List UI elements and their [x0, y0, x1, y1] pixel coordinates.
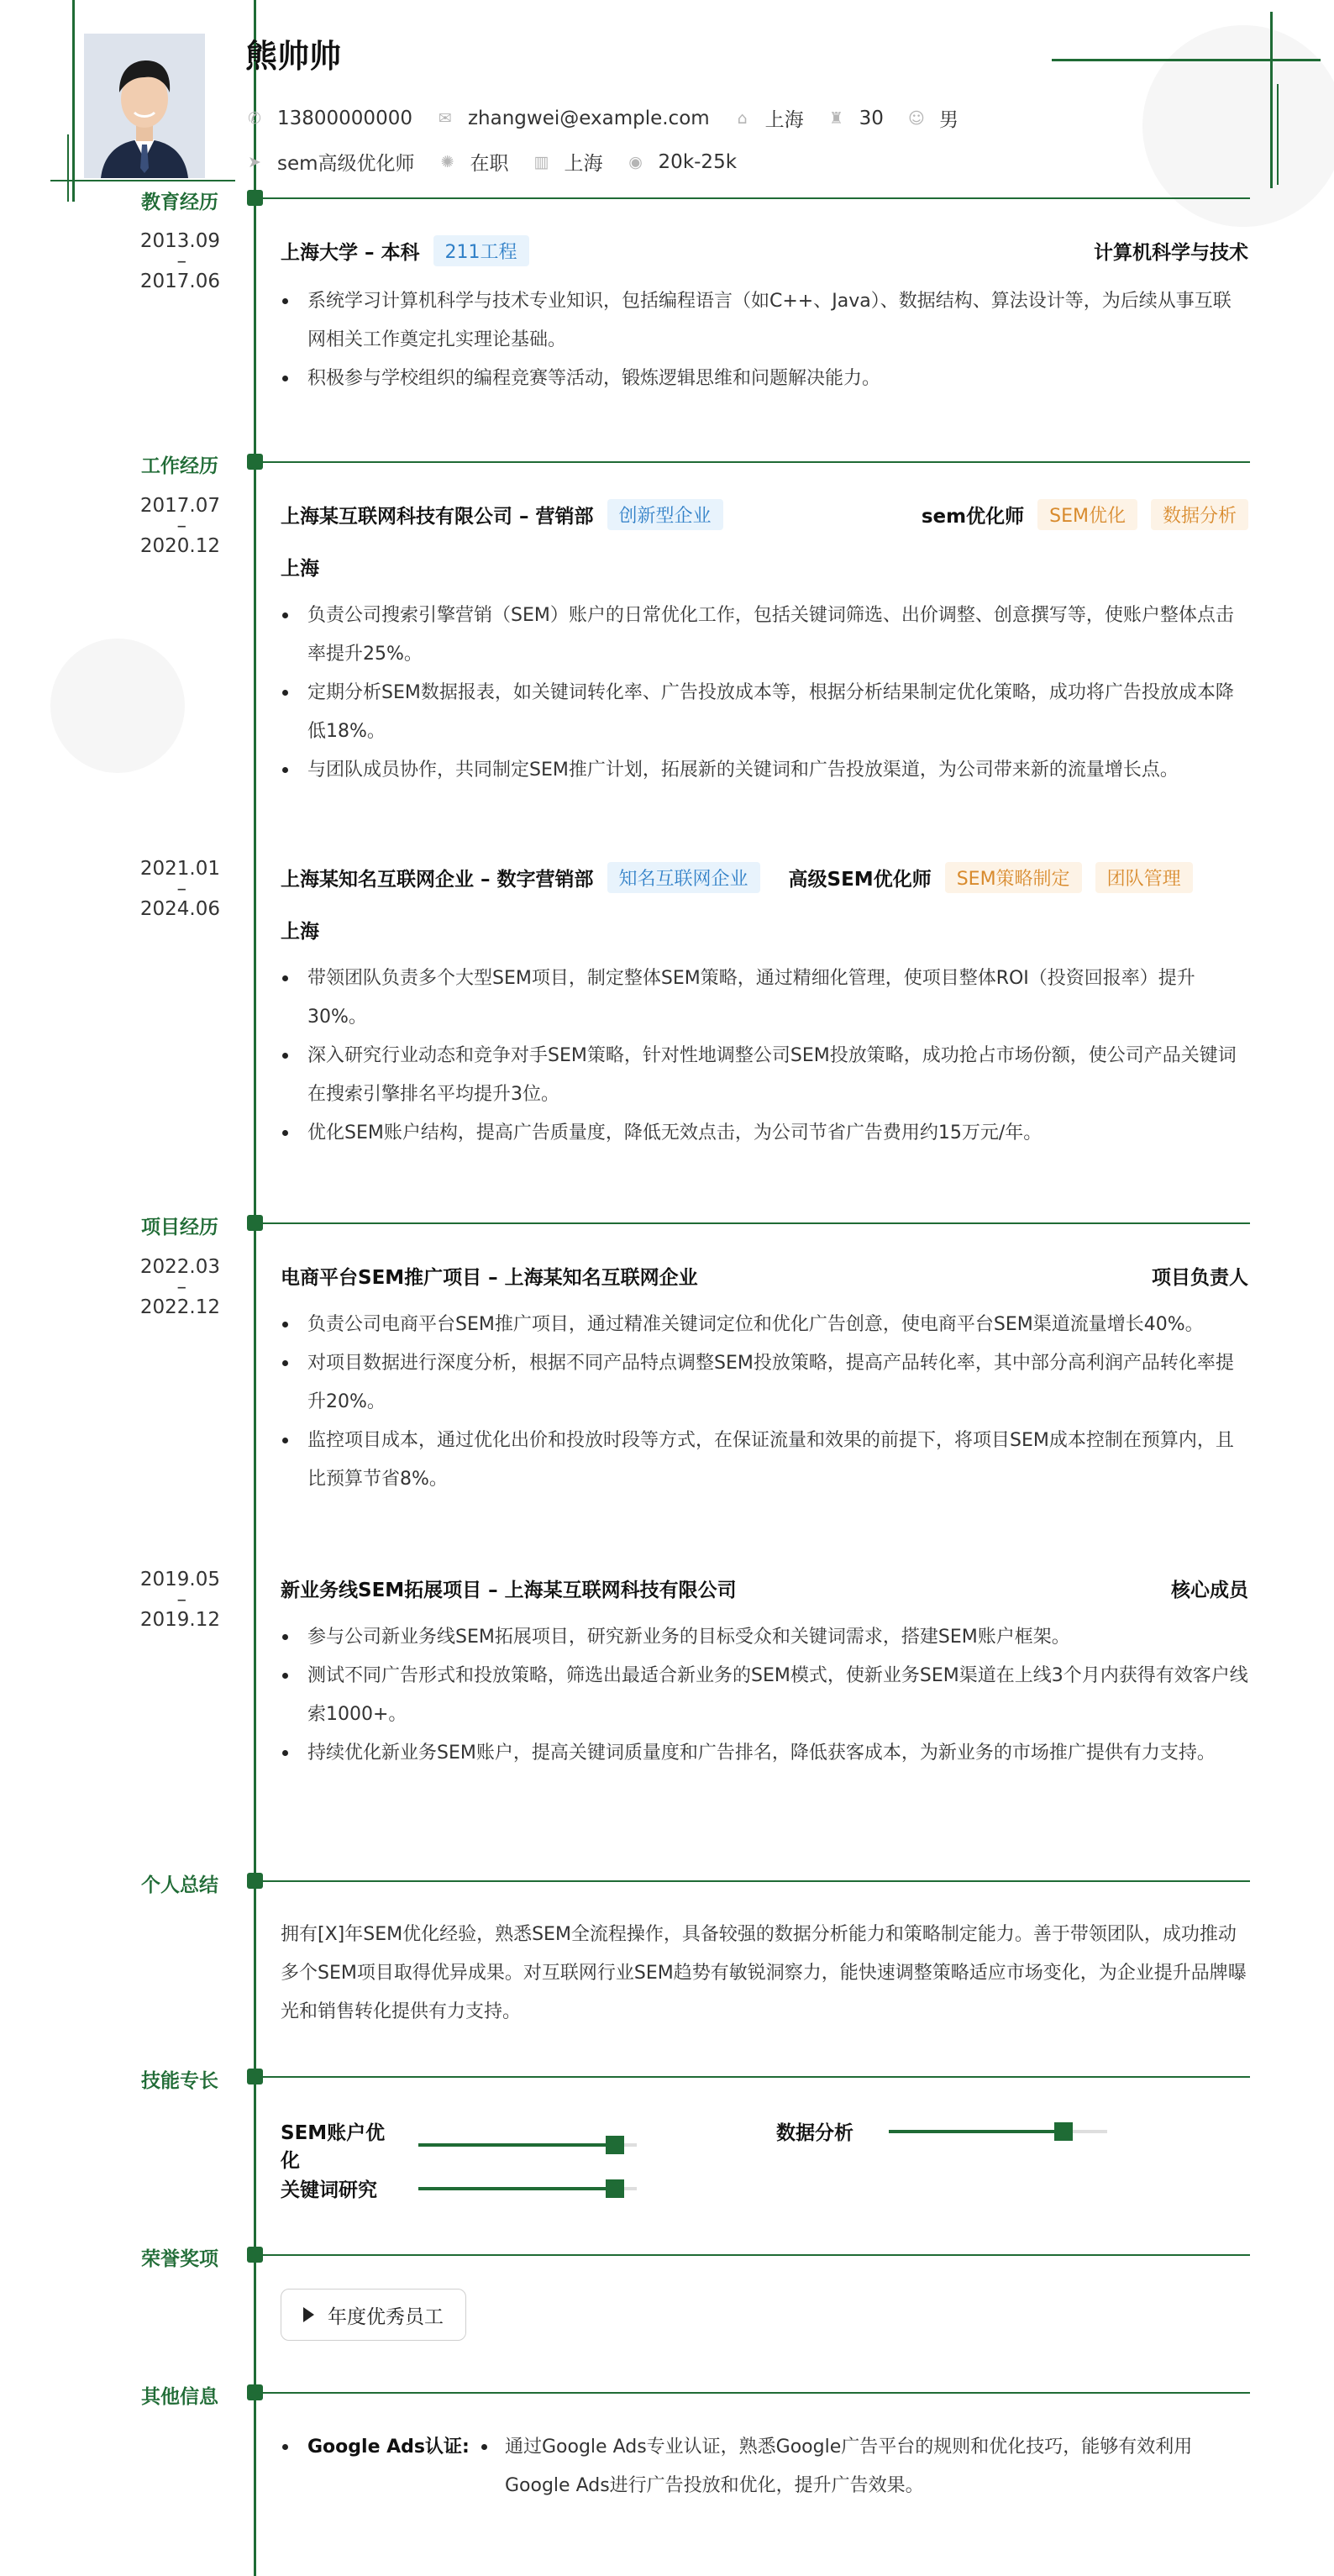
job-title-text: sem高级优化师: [277, 153, 415, 175]
date-end: 2017.06: [139, 271, 220, 292]
date-end: 2020.12: [139, 535, 220, 557]
project-header-1: [281, 1262, 1248, 1290]
date-separator: –: [176, 515, 186, 537]
list-item: 定期分析SEM数据报表，如关键词转化率、广告投放成本等，根据分析结果制定优化策略，成功将广告投放成本降低18%。: [281, 674, 1248, 751]
role-tag: 团队管理: [1095, 862, 1193, 893]
work-dates-2: [109, 859, 220, 919]
school-tag: 211工程: [433, 235, 529, 266]
section-divider: [255, 1222, 1250, 1224]
skill-bar: [418, 2187, 637, 2190]
section-title-awards: 荣誉奖项: [141, 2248, 218, 2270]
list-item: 对项目数据进行深度分析，根据不同产品特点调整SEM投放策略，提高产品转化率，其中部分高利润产品转化率提升20%。: [281, 1344, 1248, 1422]
education-bullets: [281, 282, 1248, 398]
project-dates-1: [109, 1257, 220, 1317]
building-icon: ▥: [533, 152, 549, 171]
list-item: 带领团队负责多个大型SEM项目，制定整体SEM策略，通过精细化管理，使项目整体ROI（投资回报率）提升30%。: [281, 959, 1248, 1037]
phone-text: 13800000000: [277, 107, 412, 129]
target-city-text: 上海: [564, 153, 603, 175]
project-dates-2: [109, 1569, 220, 1630]
skill-bar: [889, 2130, 1107, 2133]
date-separator: –: [176, 1276, 186, 1298]
section-divider: [255, 1880, 1250, 1882]
gender-item: [907, 104, 958, 132]
status-icon: ✺: [440, 152, 454, 171]
date-start: 2013.09: [139, 230, 220, 252]
date-end: 2024.06: [139, 898, 220, 920]
work-bullets-1: [281, 597, 1248, 790]
role-title: sem优化师: [921, 506, 1025, 528]
date-separator: –: [176, 878, 186, 900]
deco-line: [1277, 84, 1279, 185]
skill-name: SEM账户优化: [281, 2122, 386, 2172]
award-chip[interactable]: [281, 2289, 466, 2341]
skill-item: [281, 2117, 637, 2173]
send-icon: ➤: [248, 152, 261, 171]
age-item: [827, 108, 884, 129]
section-title-other: 其他信息: [141, 2386, 218, 2408]
project-header-2: [281, 1575, 1248, 1602]
list-item: 积极参与学校组织的编程竞赛等活动，锻炼逻辑思维和问题解决能力。: [281, 360, 1248, 398]
list-item: 负责公司搜索引擎营销（SEM）账户的日常优化工作，包括关键词筛选、出价调整、创意撰写等，使账户整体点击率提升25%。: [281, 597, 1248, 674]
skill-bar-knob: [606, 2136, 624, 2154]
project-title: 电商平台SEM推广项目 – 上海某知名互联网企业: [281, 1267, 698, 1289]
major: 计算机科学与技术: [1094, 242, 1248, 264]
project-bullets-1: [281, 1306, 1248, 1499]
mail-icon: ✉: [439, 108, 452, 128]
salary-item: [627, 151, 737, 173]
role-title: 高级SEM优化师: [788, 869, 932, 891]
company-name: 上海某知名互联网企业 – 数字营销部: [281, 869, 594, 891]
date-end: 2019.12: [139, 1609, 220, 1631]
date-separator: –: [176, 250, 186, 272]
list-item: 与团队成员协作，共同制定SEM推广计划，拓展新的关键词和广告投放渠道，为公司带来新的流量增长点。: [281, 751, 1248, 790]
deco-line: [50, 180, 235, 181]
work-bullets-2: [281, 959, 1248, 1153]
date-start: 2019.05: [139, 1569, 220, 1590]
project-role: 项目负责人: [1152, 1267, 1248, 1289]
summary-text: 拥有[X]年SEM优化经验，熟悉SEM全流程操作，具备较强的数据分析能力和策略制定能力。善于带领团队，成功推动多个SEM项目取得优异成果。对互联网行业SEM趋势有敏锐洞察力，能快速调整策略适应市场变化，为企业提升品牌曝光和销售转化提供有力支持。: [281, 1924, 1247, 2022]
list-item: 持续优化新业务SEM账户，提高关键词质量度和广告排名，降低获客成本，为新业务的市场推广提供有力支持。: [281, 1734, 1248, 1773]
money-icon: ◉: [628, 152, 643, 171]
list-item: 优化SEM账户结构，提高广告质量度，降低无效点击，为公司节省广告费用约15万元/年。: [281, 1114, 1248, 1153]
education-header: [281, 235, 1248, 266]
list-item: 系统学习计算机科学与技术专业知识，包括编程语言（如C++、Java）、数据结构、算法设计等，为后续从事互联网相关工作奠定扎实理论基础。: [281, 282, 1248, 360]
deco-line: [1270, 12, 1273, 188]
other-value: 通过Google Ads专业认证，熟悉Google广告平台的规则和优化技巧，能够有效利用Google Ads进行广告投放和优化，提升广告效果。: [478, 2428, 1248, 2505]
school-name: 上海大学 – 本科: [281, 242, 420, 264]
work-city: 上海: [281, 558, 319, 580]
section-title-summary: 个人总结: [141, 1874, 218, 1896]
timeline: [254, 0, 256, 2576]
award-label: 年度优秀员工: [328, 2305, 444, 2328]
deco-line: [1052, 59, 1321, 61]
date-start: 2017.07: [139, 495, 220, 517]
section-divider: [255, 2076, 1250, 2078]
avatar-image: [84, 34, 205, 178]
age-text: 30: [859, 107, 884, 129]
avatar: [84, 34, 205, 178]
other-key: Google Ads认证:: [281, 2428, 478, 2505]
education-dates: [109, 231, 220, 292]
location-item: [733, 104, 804, 132]
skill-bar-fill: [418, 2187, 615, 2190]
date-end: 2022.12: [139, 1296, 220, 1318]
company-name: 上海某互联网科技有限公司 – 营销部: [281, 506, 594, 528]
skill-bar-fill: [889, 2130, 1064, 2133]
date-start: 2021.01: [139, 858, 220, 880]
section-divider: [255, 2392, 1250, 2394]
skill-bar-fill: [418, 2143, 615, 2147]
gender-text: 男: [938, 109, 958, 131]
role-group: [922, 499, 1248, 530]
status-text: 在职: [470, 153, 509, 175]
play-icon: [303, 2307, 314, 2322]
list-item: 监控项目成本，通过优化出价和投放时段等方式，在保证流量和效果的前提下，将项目SEM成本控制在预算内，且比预算节省8%。: [281, 1422, 1248, 1499]
skill-item: [776, 2117, 1107, 2145]
project-role: 核心成员: [1171, 1580, 1248, 1601]
work-dates-1: [109, 496, 220, 556]
status-item: [439, 148, 509, 176]
skill-item: [281, 2174, 637, 2202]
section-divider: [255, 2254, 1250, 2256]
deco-circle: [50, 639, 185, 773]
company-tag: 创新型企业: [607, 499, 723, 530]
role-tag: SEM优化: [1037, 499, 1137, 530]
skill-bar-knob: [1054, 2122, 1073, 2141]
work-city: 上海: [281, 921, 319, 943]
deco-line: [67, 134, 69, 202]
home-icon: ⌂: [737, 108, 748, 128]
date-start: 2022.03: [139, 1256, 220, 1278]
date-separator: –: [176, 1589, 186, 1611]
deco-circle: [1142, 25, 1334, 227]
section-divider: [255, 461, 1250, 463]
list-item: 负责公司电商平台SEM推广项目，通过精准关键词定位和优化广告创意，使电商平台SEM渠道流量增长40%。: [281, 1306, 1248, 1344]
work-header-2: [281, 862, 1248, 893]
company-tag: 知名互联网企业: [607, 862, 760, 893]
list-item: 参与公司新业务线SEM拓展项目，研究新业务的目标受众和关键词需求，搭建SEM账户框架。: [281, 1618, 1248, 1657]
project-title: 新业务线SEM拓展项目 – 上海某互联网科技有限公司: [281, 1580, 737, 1601]
email-item: [436, 108, 710, 129]
list-item: 测试不同广告形式和投放策略，筛选出最适合新业务的SEM模式，使新业务SEM渠道在上线3个月内获得有效客户线索1000+。: [281, 1657, 1248, 1734]
section-divider: [255, 197, 1250, 199]
skill-name: 关键词研究: [281, 2179, 377, 2201]
role-tag: 数据分析: [1151, 499, 1248, 530]
skill-name: 数据分析: [776, 2122, 853, 2144]
role-tag: SEM策略制定: [945, 862, 1082, 893]
age-icon: ♜: [829, 108, 844, 128]
gender-icon: ☺: [908, 108, 925, 128]
work-header-1: [281, 499, 1248, 530]
section-title-work: 工作经历: [141, 455, 218, 477]
contact-row: [245, 104, 982, 132]
salary-text: 20k-25k: [658, 150, 738, 173]
deco-line: [72, 0, 75, 202]
location-text: 上海: [764, 109, 804, 131]
project-bullets-2: [281, 1618, 1248, 1773]
job-row: [245, 148, 760, 176]
section-title-skills: 技能专长: [141, 2070, 218, 2092]
section-title-projects: 项目经历: [141, 1217, 218, 1238]
list-item: 深入研究行业动态和竞争对手SEM策略，针对性地调整公司SEM投放策略，成功抢占市场份额，使公司产品关键词在搜索引擎排名平均提升3位。: [281, 1037, 1248, 1114]
section-title-education: 教育经历: [141, 192, 218, 213]
skill-bar: [418, 2143, 637, 2147]
email-text: zhangwei@example.com: [467, 107, 710, 129]
candidate-name: 熊帅帅: [245, 38, 342, 75]
other-info: [281, 2428, 1248, 2505]
skill-bar-knob: [606, 2179, 624, 2198]
target-city-item: [533, 148, 603, 176]
job-title-item: [245, 148, 415, 176]
phone-item: [245, 108, 412, 129]
phone-icon: ✆: [248, 108, 261, 128]
